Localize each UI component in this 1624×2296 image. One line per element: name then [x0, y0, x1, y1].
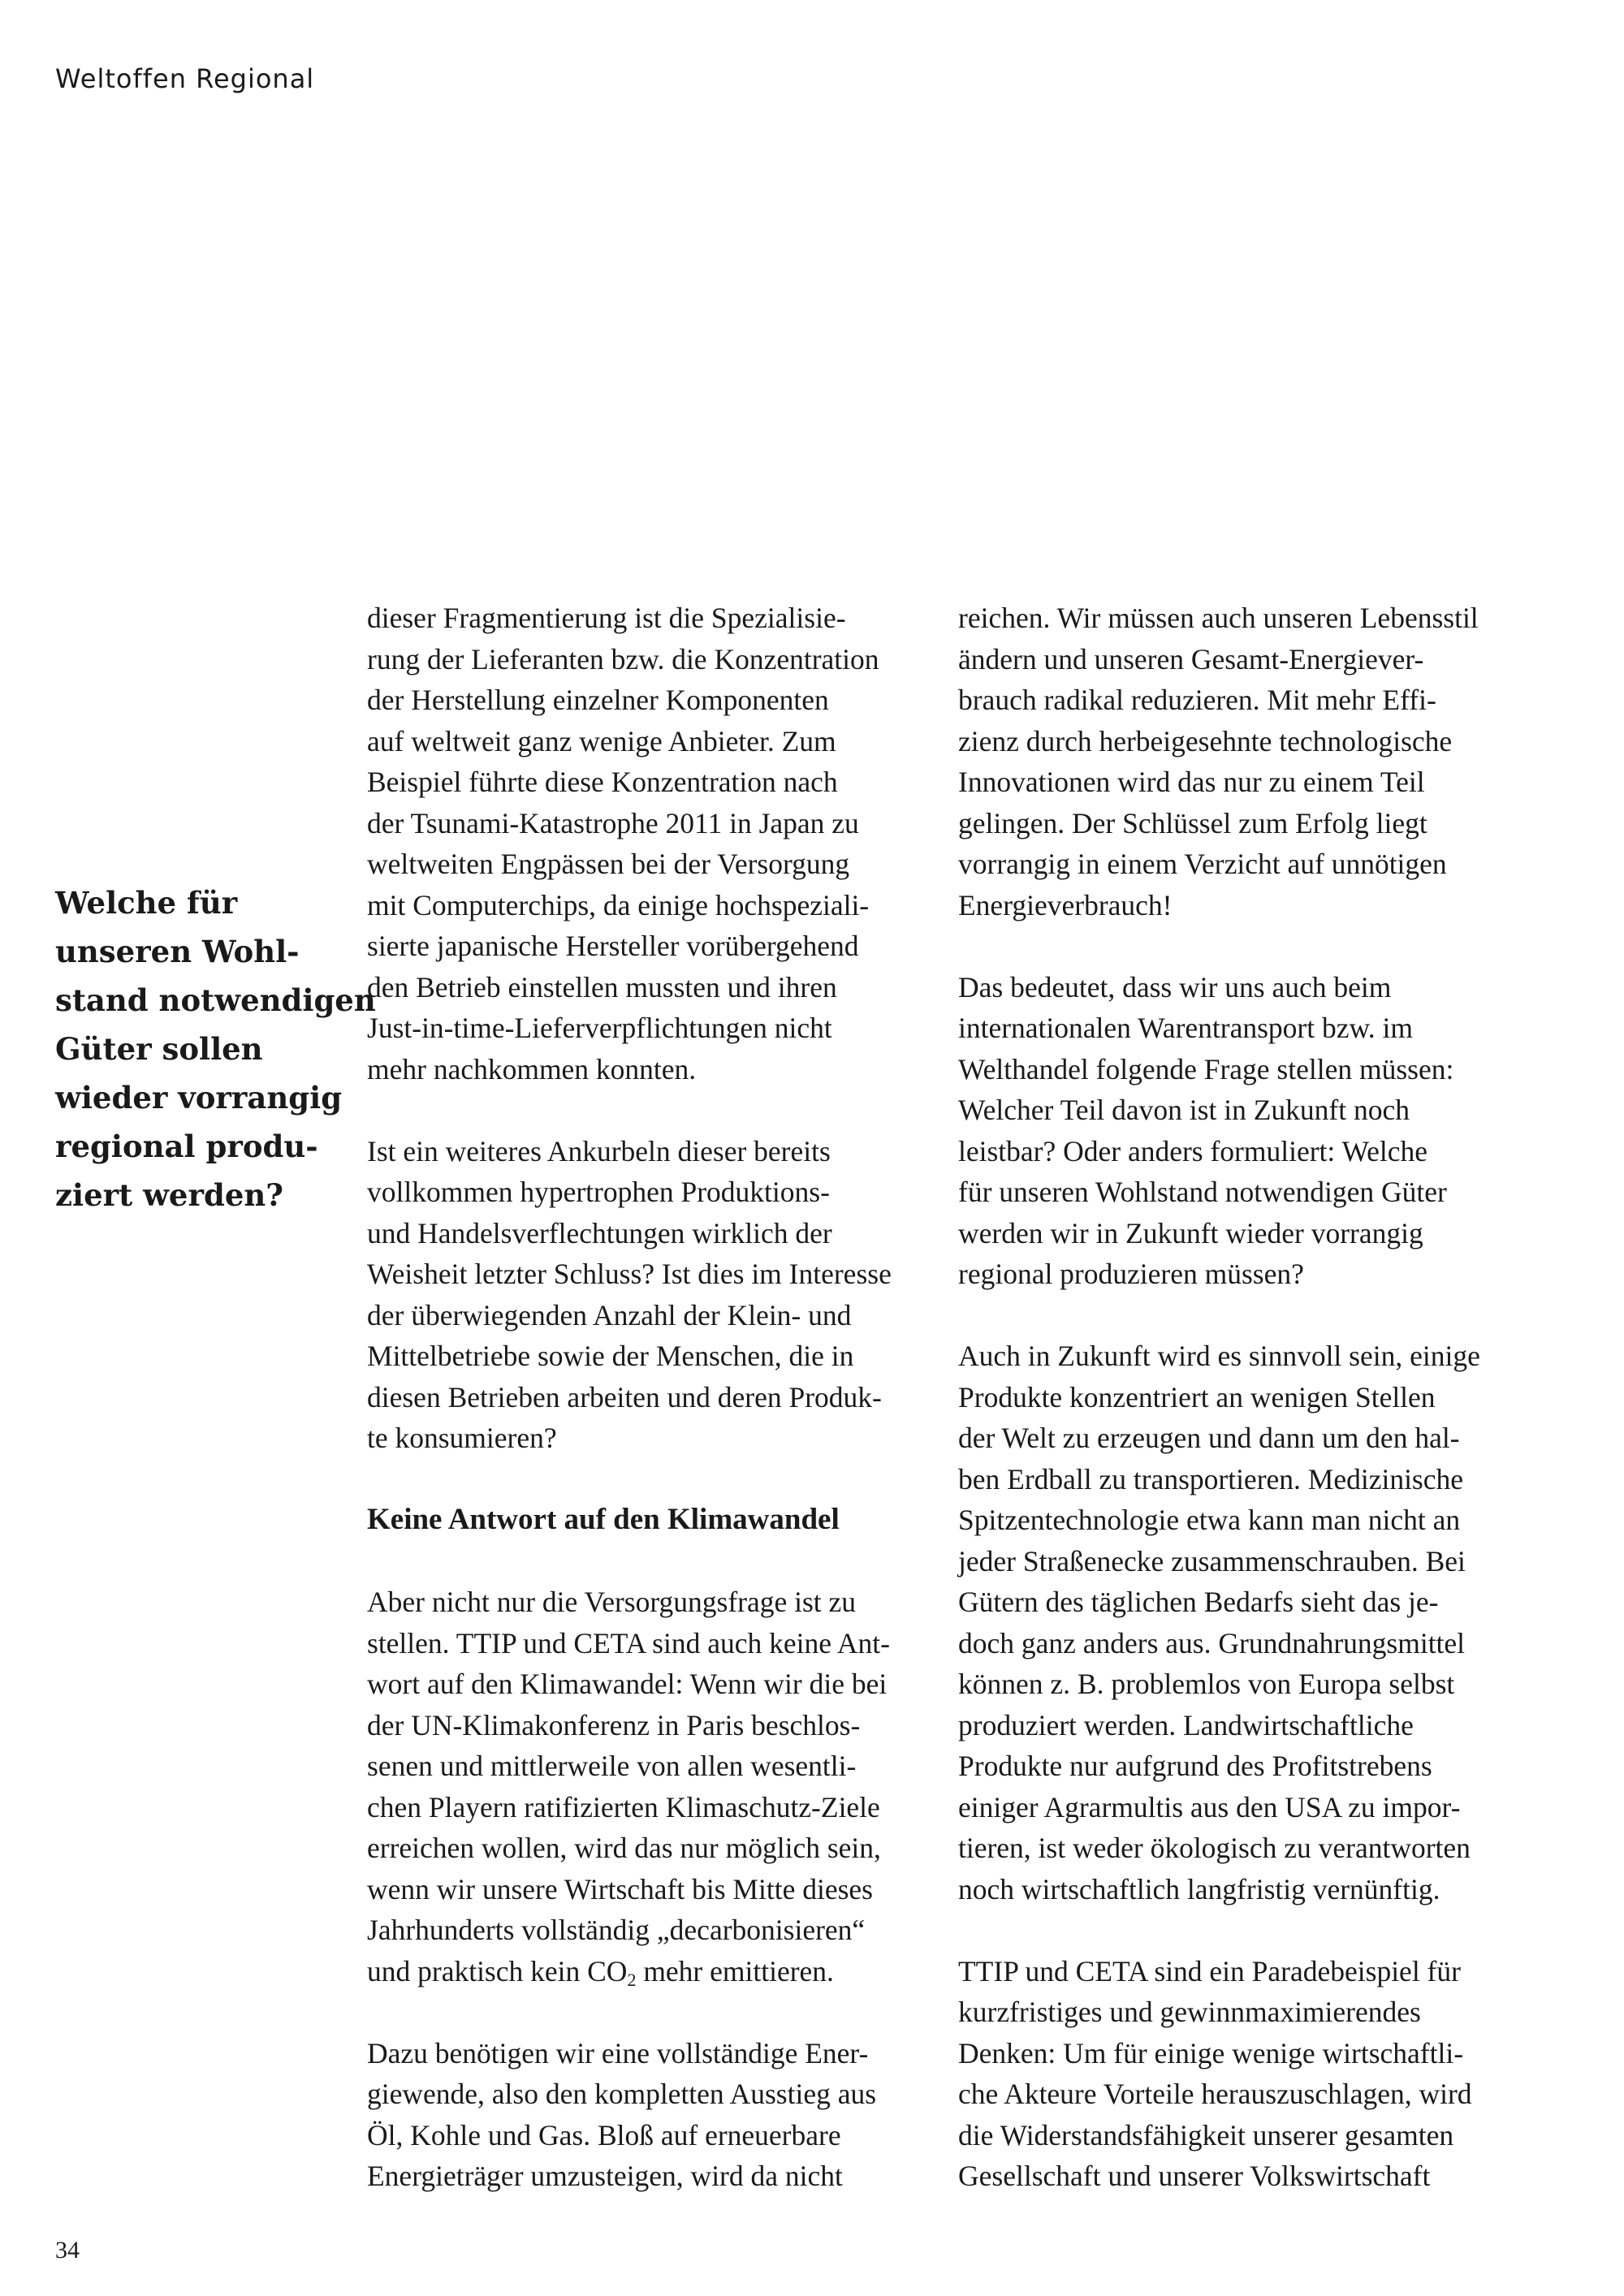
text-line: einiger Agrarmultis aus den USA zu impor- — [958, 1790, 1461, 1823]
text-line: Produkte nur aufgrund des Profitstrebens — [958, 1750, 1432, 1782]
pull-quote-line: ziert werden? — [55, 1177, 283, 1213]
text-line: ben Erdball zu transportieren. Medizinische — [958, 1462, 1464, 1495]
text-line: wort auf den Klimawandel: Wenn wir die bei — [367, 1668, 888, 1700]
text-line: für unseren Wohlstand notwendigen Güter — [958, 1176, 1447, 1208]
text-line: jeder Straßenecke zusammenschrauben. Bei — [958, 1544, 1466, 1577]
text-line: und Handelsverflechtungen wirklich der — [367, 1216, 832, 1249]
text-line: werden wir in Zukunft wieder vorrangig — [958, 1216, 1423, 1249]
text-line: der überwiegenden Anzahl der Klein- und — [367, 1298, 852, 1331]
text-line: vorrangig in einem Verzicht auf unnötigen — [958, 848, 1447, 880]
text-line: Jahrhunderts vollständig „decarbonisieren“ — [367, 1914, 866, 1946]
text-line: Öl, Kohle und Gas. Bloß auf erneuerbare — [367, 2118, 841, 2151]
text-line: Beispiel führte diese Konzentration nach — [367, 766, 838, 798]
text-line: kurzfristiges und gewinnmaximierendes — [958, 1996, 1421, 2028]
text-line: Aber nicht nur die Versorgungsfrage ist zu — [367, 1586, 857, 1618]
co2-text-before: und praktisch kein CO — [367, 1954, 628, 1987]
text-line: TTIP und CETA sind ein Paradebeispiel für — [958, 1954, 1461, 1987]
text-line: te konsumieren? — [367, 1422, 557, 1454]
text-line: brauch radikal reduzieren. Mit mehr Effi- — [958, 684, 1436, 716]
text-line: Mittelbetriebe sowie der Menschen, die in — [367, 1340, 854, 1372]
text-line: Innovationen wird das nur zu einem Teil — [958, 766, 1425, 798]
paragraph — [958, 598, 1543, 926]
text-line: gelingen. Der Schlüssel zum Erfolg liegt — [958, 806, 1427, 839]
text-line: internationalen Warentransport bzw. im — [958, 1012, 1414, 1044]
text-line: mehr nachkommen konnten. — [367, 1052, 697, 1085]
text-line: chen Playern ratifizierten Klimaschutz-Ziele — [367, 1790, 880, 1823]
text-line: der Tsunami-Katastrophe 2011 in Japan zu — [367, 806, 859, 839]
text-line: die Widerstandsfähigkeit unserer gesamten — [958, 2118, 1454, 2151]
text-line: ändern und unseren Gesamt-Energiever- — [958, 642, 1424, 675]
text-line: reichen. Wir müssen auch unseren Lebensstil — [958, 602, 1479, 634]
co2-subscript: 2 — [627, 1969, 637, 1990]
text-line: zienz durch herbeigesehnte technologische — [958, 724, 1453, 757]
text-line: Energieverbrauch! — [958, 888, 1173, 921]
text-line: der UN-Klimakonferenz in Paris beschlos- — [367, 1708, 861, 1741]
text-line: doch ganz anders aus. Grundnahrungsmittel — [958, 1626, 1466, 1659]
text-line: Welthandel folgende Frage stellen müssen: — [958, 1052, 1454, 1085]
paragraph — [958, 1951, 1543, 2197]
text-line: erreichen wollen, wird das nur möglich sein, — [367, 1832, 881, 1864]
text-line: leistbar? Oder anders formuliert: Welche — [958, 1134, 1428, 1167]
text-line: können z. B. problemlos von Europa selbst — [958, 1668, 1455, 1700]
text-column-1 — [367, 598, 935, 2197]
text-line: Produkte konzentriert an wenigen Stellen — [958, 1380, 1436, 1413]
text-column-2 — [958, 598, 1543, 2197]
text-line-co2 — [367, 1951, 935, 1992]
text-line: che Akteure Vorteile herauszuschlagen, wird — [958, 2078, 1472, 2110]
text-line: Das bedeutet, dass wir uns auch beim — [958, 970, 1392, 1003]
text-line: Ist ein weiteres Ankurbeln dieser bereits — [367, 1134, 831, 1167]
paragraph — [367, 1582, 935, 1992]
text-line: Welcher Teil davon ist in Zukunft noch — [958, 1094, 1410, 1126]
text-line: Gütern des täglichen Bedarfs sieht das je- — [958, 1586, 1439, 1618]
paragraph — [367, 598, 935, 1090]
text-line: der Welt zu erzeugen und dann um den hal- — [958, 1422, 1460, 1454]
section-subheading: Keine Antwort auf den Klimawandel — [367, 1503, 840, 1536]
pull-quote-line: wieder vorrangig — [55, 1080, 343, 1116]
pull-quote-line: stand notwendigen — [55, 982, 376, 1018]
paragraph — [958, 967, 1543, 1295]
paragraph — [367, 1131, 935, 1459]
pull-quote-line: regional produ- — [55, 1129, 318, 1164]
text-line: giewende, also den kompletten Ausstieg aus — [367, 2078, 877, 2110]
text-line: vollkommen hypertrophen Produktions- — [367, 1176, 830, 1208]
text-line: diesen Betrieben arbeiten und deren Produk- — [367, 1380, 882, 1413]
paragraph — [367, 2033, 935, 2197]
running-header: Weltoffen Regional — [55, 63, 315, 94]
pull-quote-line: Welche für — [55, 885, 238, 921]
text-line: dieser Fragmentierung ist die Spezialisie- — [367, 602, 846, 634]
text-line: Gesellschaft und unserer Volkswirtschaft — [958, 2160, 1431, 2192]
text-line: noch wirtschaftlich langfristig vernünftig. — [958, 1872, 1440, 1905]
pull-quote — [55, 878, 376, 1219]
text-line: den Betrieb einstellen mussten und ihren — [367, 970, 837, 1003]
pull-quote-line: unseren Wohl- — [55, 934, 300, 969]
text-line: Denken: Um für einige wenige wirtschaftli- — [958, 2036, 1464, 2069]
text-line: Dazu benötigen wir eine vollständige Ener- — [367, 2036, 869, 2069]
text-line: Weisheit letzter Schluss? Ist dies im Interesse — [367, 1258, 892, 1290]
text-line: der Herstellung einzelner Komponenten — [367, 684, 829, 716]
paragraph — [958, 1336, 1543, 1910]
co2-text-after: mehr emittieren. — [636, 1954, 834, 1987]
text-line: regional produzieren müssen? — [958, 1258, 1304, 1290]
text-line: Energieträger umzusteigen, wird da nicht — [367, 2160, 843, 2192]
text-line: weltweiten Engpässen bei der Versorgung — [367, 848, 850, 880]
text-line: Spitzentechnologie etwa kann man nicht an — [958, 1504, 1461, 1536]
text-line: rung der Lieferanten bzw. die Konzentration — [367, 642, 879, 675]
text-line: tieren, ist weder ökologisch zu verantworten — [958, 1832, 1471, 1864]
text-line: stellen. TTIP und CETA sind auch keine Ant- — [367, 1626, 890, 1659]
text-line: wenn wir unsere Wirtschaft bis Mitte dieses — [367, 1872, 873, 1905]
text-line: senen und mittlerweile von allen wesentli- — [367, 1750, 857, 1782]
text-line: mit Computerchips, da einige hochspeziali- — [367, 888, 870, 921]
text-line: produziert werden. Landwirtschaftliche — [958, 1708, 1414, 1741]
pull-quote-line: Güter sollen — [55, 1031, 263, 1067]
text-line: auf weltweit ganz wenige Anbieter. Zum — [367, 724, 836, 757]
text-line: sierte japanische Hersteller vorübergehend — [367, 930, 859, 962]
page-number: 34 — [55, 2237, 80, 2264]
text-line: Auch in Zukunft wird es sinnvoll sein, einige — [958, 1340, 1480, 1372]
text-line: Just-in-time-Lieferverpflichtungen nicht — [367, 1012, 832, 1044]
